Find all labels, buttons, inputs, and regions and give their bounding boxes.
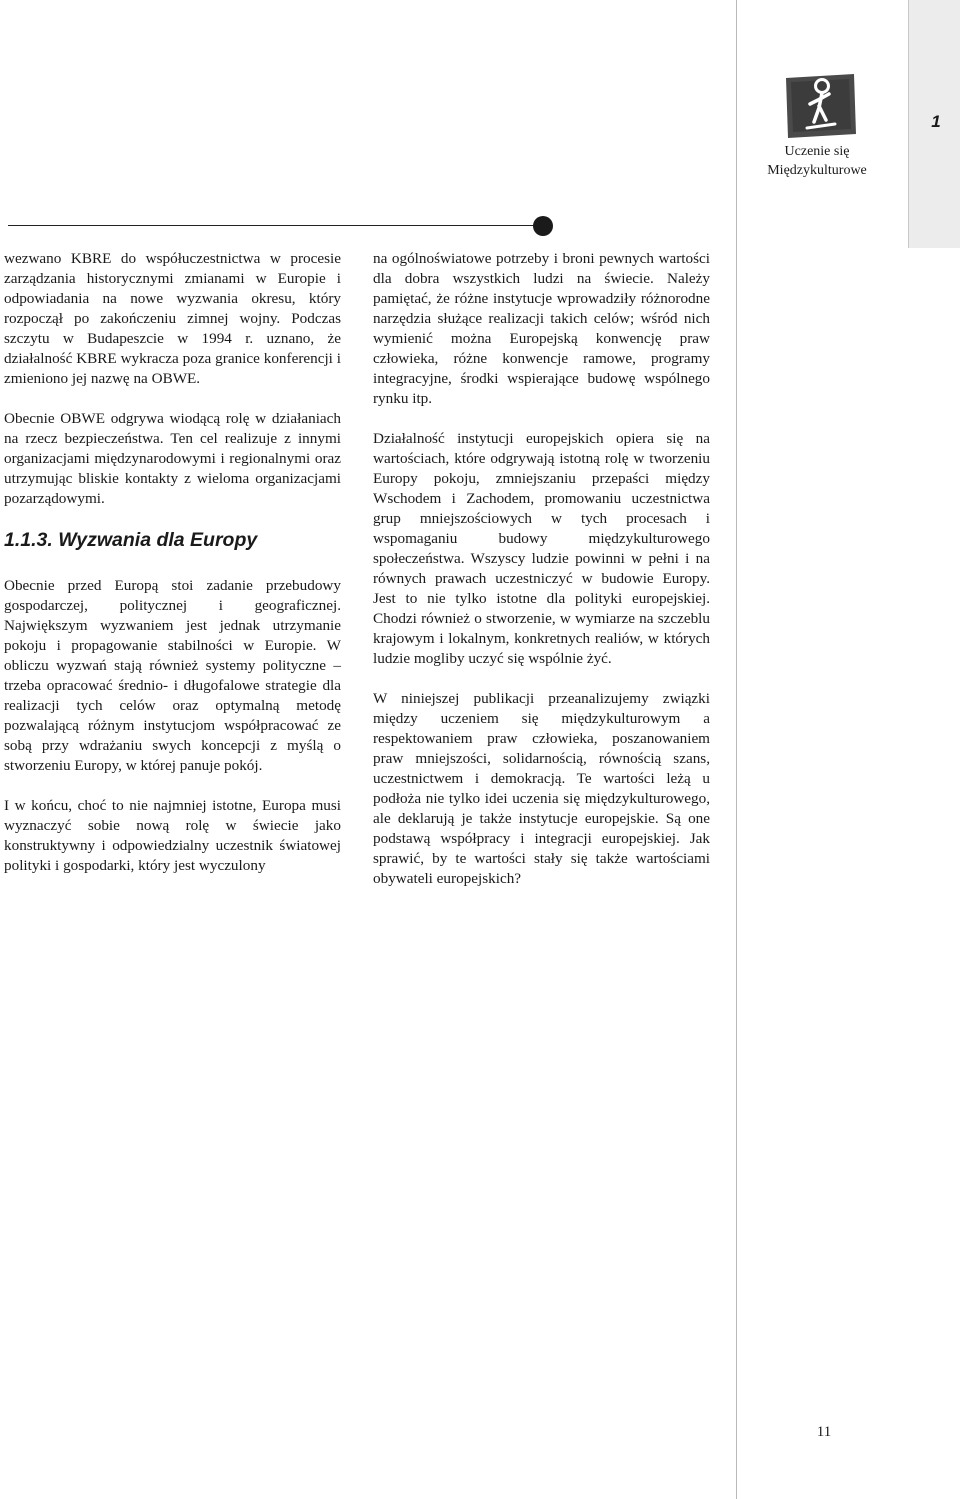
chapter-number: 1 bbox=[931, 112, 941, 131]
figure-flag-logo-icon bbox=[783, 72, 859, 142]
right-paragraph-1: na ogólnoświatowe potrzeby i broni pewnych wartości dla dobra wszystkich ludzi na świecie. Należy pamiętać, że różne instytucje wprowadziły różnorodne narzędzia służące realizacji takich celów; wśród nich wymienić można Europejską konwencję praw człowieka, różne konwencje ramowe, programy integracyjne, środki wspierające budowę wspólnego rynku itp. bbox=[373, 250, 710, 407]
header-rule bbox=[8, 225, 548, 226]
right-paragraph-2: Działalność instytucji europejskich opiera się na wartościach, które odgrywają istotną rolę w tworzeniu Europy pokoju, zmniejszaniu przepaści między Wschodem i Zachodem, promowaniu uczestnictwa grup mniejszościowych w tych procesach i wspomaganiu budowy międzykulturowego społeczeństwa. Wszyscy ludzie powinni w pełni i na równych prawach uczestniczyć w budowie Europy. Jest to nie tylko istotne dla polityki europejskiej. Chodzi również o stworzenie, w wymiarze na szczeblu krajowym i lokalnym, konkretnych realiów, w których ludzie mogliby uczyć się wspólnie żyć. bbox=[373, 430, 710, 667]
right-paragraph-3: W niniejszej publikacji przeanalizujemy związki między uczeniem się międzykulturowym a respektowaniem praw człowieka, poszanowaniem praw mniejszości, solidarnością, równością szans, uczestnictwem i demokracją. Te wartości leżą u podłoża nie tylko idei uczenia się międzykulturowego, ale deklarują je także instytucje europejskie. Są one podstawą współpracy i integracji europejskiej. Jak sprawić, by te wartości stały się także wartościami obywateli europejskich? bbox=[373, 690, 710, 887]
left-paragraph-1: wezwano KBRE do współuczestnictwa w procesie zarządzania historycznymi zmianami w Europie i odpowiadania na nowe wyzwania okresu, który rozpoczął po zakończeniu zimnej wojny. Podczas szczytu w Budapeszcie w 1994 r. uznano, że działalność KBRE wykracza poza granice konferencji i zmieniono jej nazwę na OBWE. bbox=[4, 250, 341, 387]
section-heading: 1.1.3. Wyzwania dla Europy bbox=[4, 529, 258, 551]
section-label-line1: Uczenie się bbox=[784, 144, 850, 159]
left-paragraph-3: Obecnie przed Europą stoi zadanie przebudowy gospodarczej, politycznej i geograficznej. Największym wyzwaniem jest jednak utrzymanie pokoju i propagowanie stabilności w Europie. W obliczu wyzwań stają również systemy polityczne – trzeba opracować średnio- i długofalowe strategie dla realizacji tych celów oraz optymalną metodę pozwalającą różnym instytucjom współpracować ze sobą przy wdrażaniu swych koncepcji z myślą o stworzeniu Europy, w której panuje pokój. bbox=[4, 577, 341, 774]
left-paragraph-4: I w końcu, choć to nie najmniej istotne, Europa musi wyznaczyć sobie nową rolę w świecie jako konstruktywny i odpowiedzialny uczestnik światowej polityki i gospodarki, który jest wyczulony bbox=[4, 797, 341, 874]
section-label bbox=[752, 142, 882, 180]
right-column bbox=[373, 249, 710, 909]
header-rule-dot bbox=[533, 216, 553, 236]
section-label-line2: Międzykulturowe bbox=[767, 163, 867, 178]
margin-rule bbox=[736, 0, 737, 1499]
left-paragraph-2: Obecnie OBWE odgrywa wiodącą rolę w działaniach na rzecz bezpieczeństwa. Ten cel realizuje z innymi organizacjami międzynarodowymi i regionalnymi oraz utrzymując bliskie kontakty z wieloma organizacjami pozarządowymi. bbox=[4, 410, 341, 507]
page-number: 11 bbox=[816, 1424, 832, 1440]
left-column bbox=[4, 249, 341, 896]
